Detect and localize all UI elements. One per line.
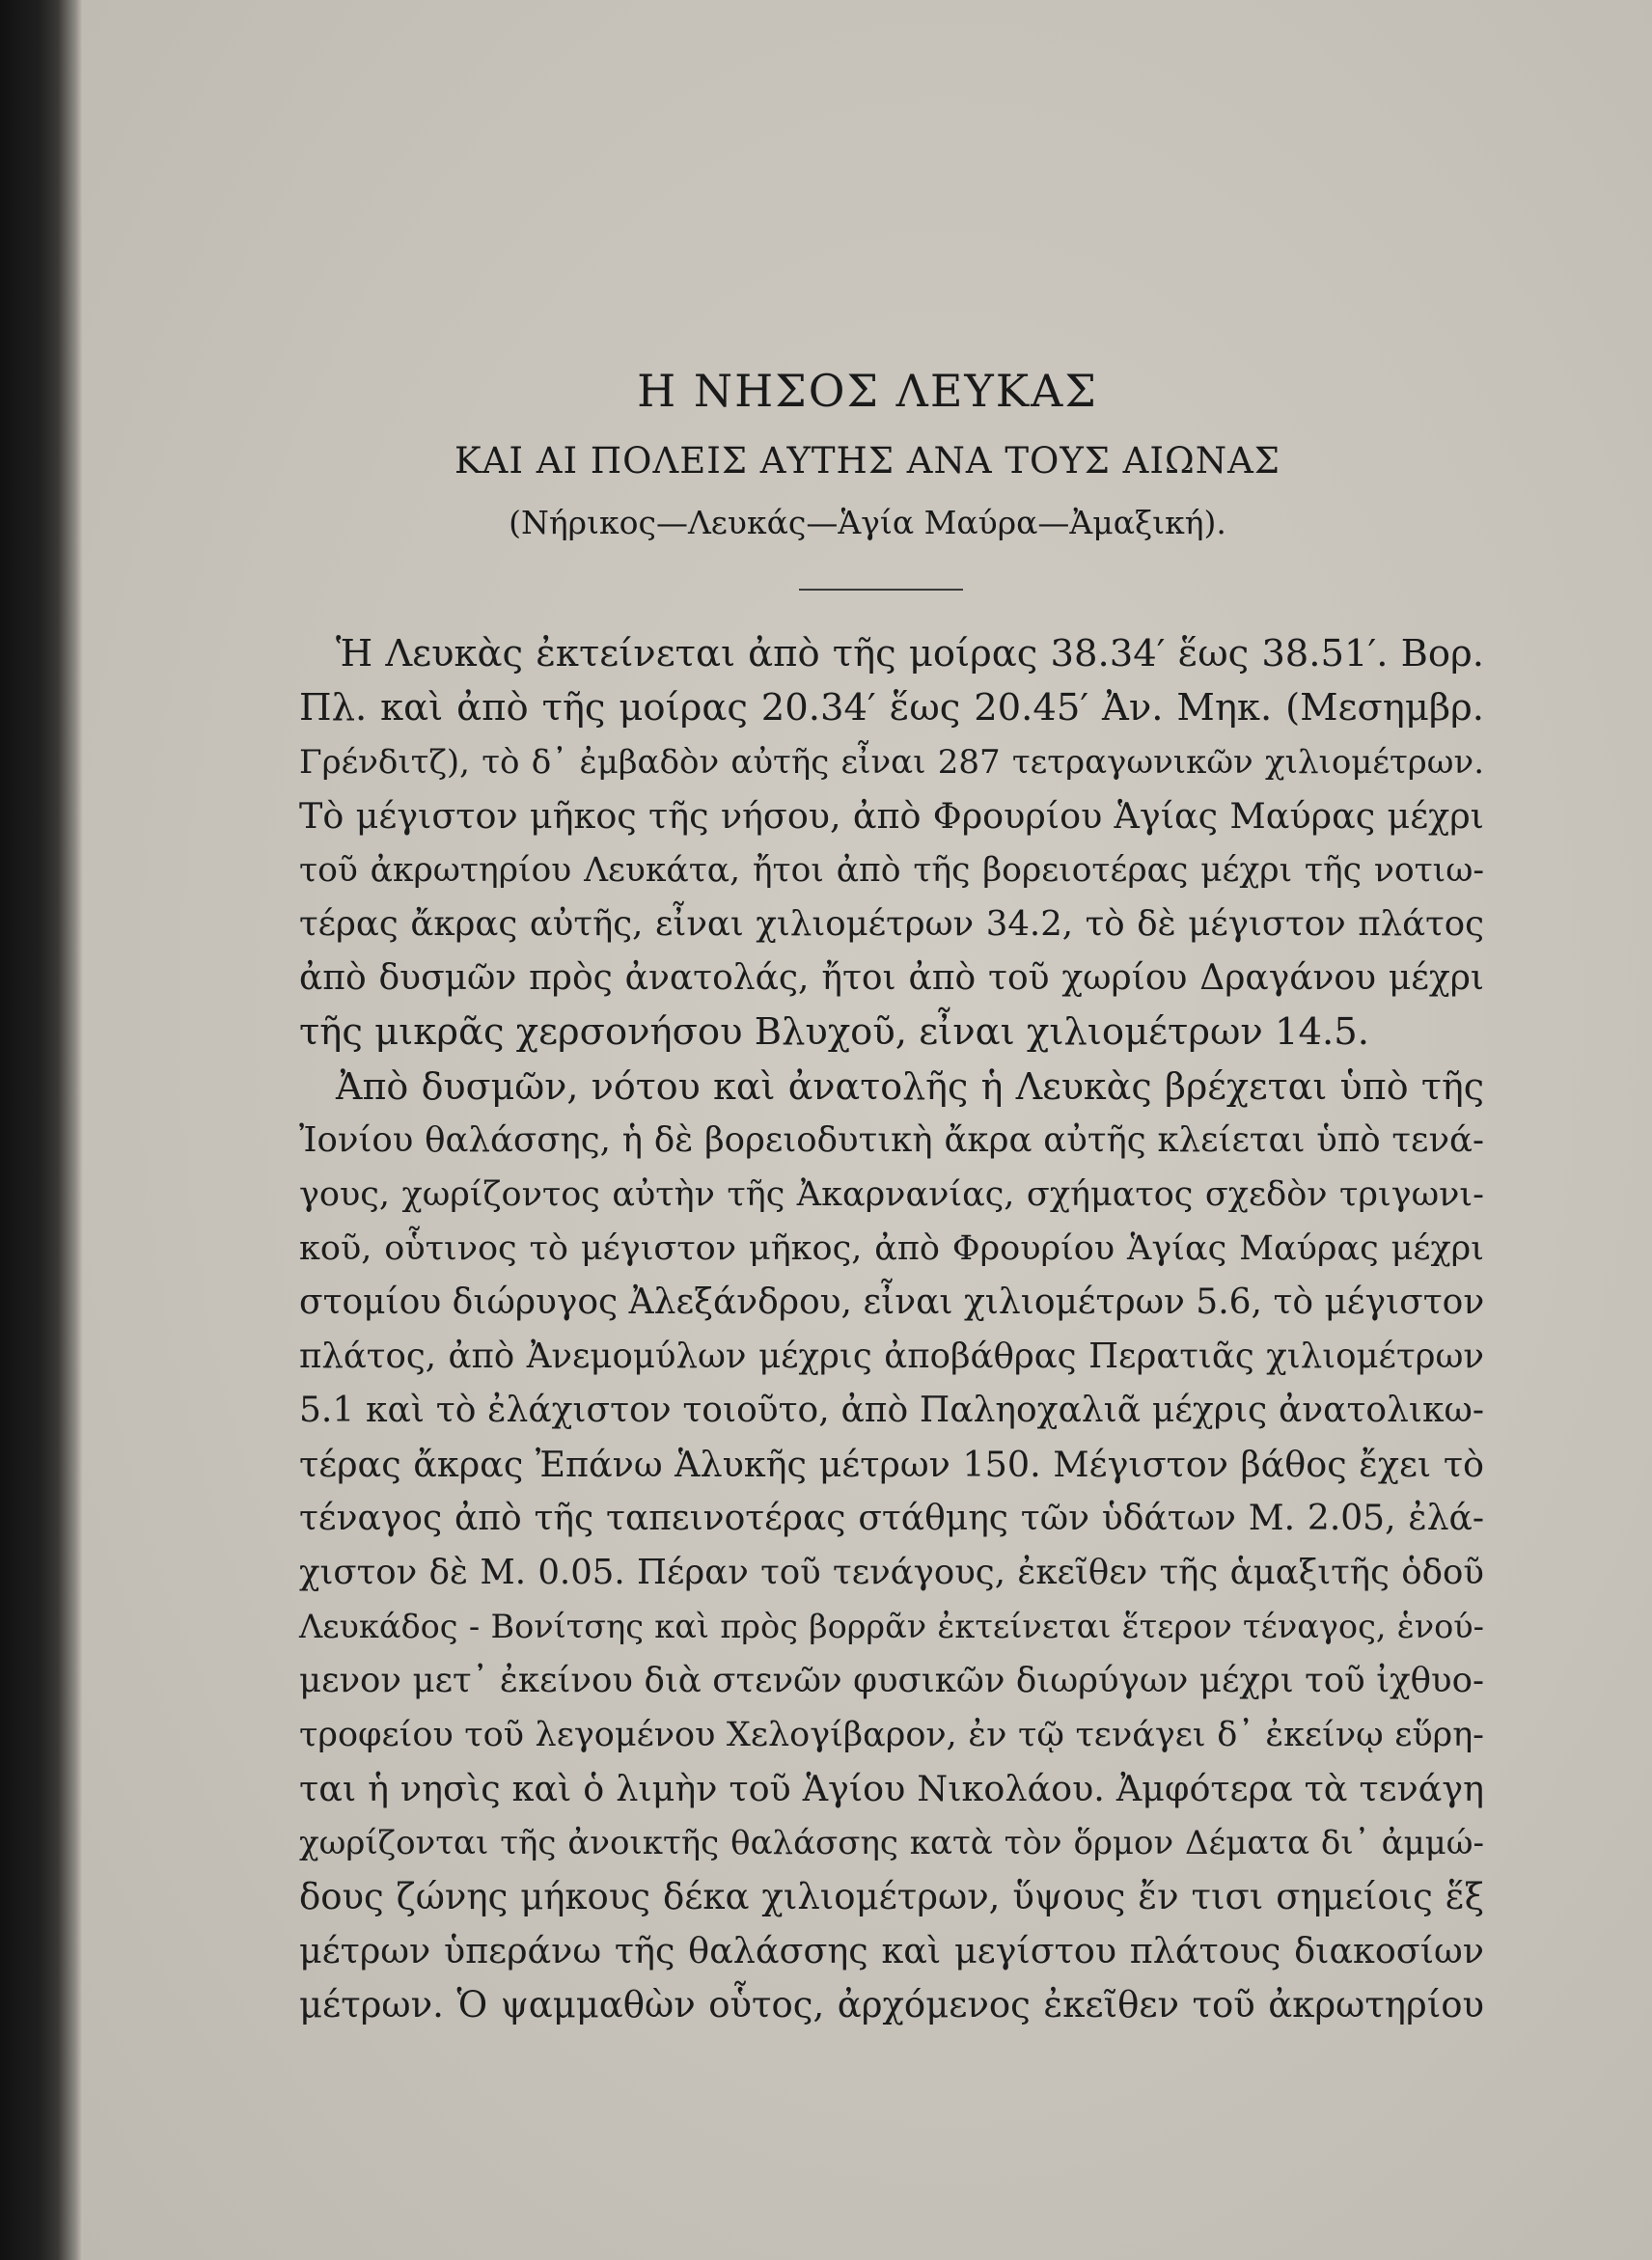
text-line: μέτρων. Ὁ ψαμμαθὼν οὗτος, ἀρχόμενος ἐκεῖθεν τοῦ ἀκρωτηρίου [299,1984,1484,2026]
text-line: κοῦ, οὗτινος τὸ μέγιστον μῆκος, ἀπὸ Φρουρίου Ἁγίας Μαύρας μέχρι [299,1229,1484,1268]
text-line: Ἀπὸ δυσμῶν, νότου καὶ ἀνατολῆς ἡ Λευκὰς βρέχεται ὑπὸ τῆς [336,1065,1484,1108]
text-line: μενον μετ᾽ ἐκείνου διὰ στενῶν φυσικῶν διωρύγων μέχρι τοῦ ἰχθυο- [299,1661,1484,1700]
text-line: χωρίζονται τῆς ἀνοικτῆς θαλάσσης κατὰ τὸν ὅρμον Δέματα δι᾽ ἀμμώ- [299,1824,1484,1862]
text-line: στομίου διώρυγος Ἀλεξάνδρου, εἶναι χιλιομέτρων 5.6, τὸ μέγιστον [299,1282,1485,1322]
text-line: μέτρων ὑπεράνω τῆς θαλάσσης καὶ μεγίστου πλάτους διακοσίων [299,1930,1484,1971]
text-line: τέρας ἄκρας Ἐπάνω Ἁλυκῆς μέτρων 150. Μέγιστον βάθος ἔχει τὸ [299,1444,1484,1485]
text-line: ἀπὸ δυσμῶν πρὸς ἀνατολάς, ἤτοι ἀπὸ τοῦ χωρίου Δραγάνου μέχρι [299,958,1484,998]
historical-names: (Νήρικος—Λευκάς—Ἁγία Μαύρα—Ἀμαξική). [509,504,1226,541]
text-line: πλάτος, ἀπὸ Ἀνεμομύλων μέχρις ἀποβάθρας Περατιᾶς χιλιομέτρων [299,1337,1484,1376]
text-line: τέρας ἄκρας αὐτῆς, εἶναι χιλιομέτρων 34.2, τὸ δὲ μέγιστον πλάτος [299,904,1484,944]
page-title: Η ΝΗΣΟΣ ΛΕΥΚΑΣ [637,365,1098,417]
text-line: δους ζώνης μήκους δέκα χιλιομέτρων, ὕψους ἔν τισι σημείοις ἕξ [299,1876,1484,1917]
text-line: Ἡ Λευκὰς ἐκτείνεται ἀπὸ τῆς μοίρας 38.34′ ἕως 38.51′. Βορ. [336,632,1484,675]
text-line: Ἰονίου θαλάσσης, ἡ δὲ βορειοδυτικὴ ἄκρα αὐτῆς κλείεται ὑπὸ τενά- [299,1120,1484,1160]
text-line: Λευκάδος - Βονίτσης καὶ πρὸς βορρᾶν ἐκτείνεται ἕτερον τέναγος, ἑνού- [299,1608,1484,1645]
text-line: τέναγος ἀπὸ τῆς ταπεινοτέρας στάθμης τῶν ὑδάτων Μ. 2.05, ἐλά- [299,1499,1484,1538]
book-page [83,0,1652,2260]
text-line: Γρένδιτζ), τὸ δ᾽ ἐμβαδὸν αὐτῆς εἶναι 287 τετραγωνικῶν χιλιομέτρων. [299,743,1484,782]
text-line: τοῦ ἀκρωτηρίου Λευκάτα, ἤτοι ἀπὸ τῆς βορειοτέρας μέχρι τῆς νοτιω- [299,851,1484,890]
text-line: γους, χωρίζοντος αὐτὴν τῆς Ἀκαρνανίας, σχήματος σχεδὸν τριγωνι- [299,1175,1484,1214]
text-line: χιστον δὲ Μ. 0.05. Πέραν τοῦ τενάγους, ἐκεῖθεν τῆς ἁμαξιτῆς ὁδοῦ [299,1553,1484,1592]
text-line: Τὸ μέγιστον μῆκος τῆς νήσου, ἀπὸ Φρουρίου Ἁγίας Μαύρας μέχρι [299,795,1484,837]
text-line: ται ἡ νησὶς καὶ ὁ λιμὴν τοῦ Ἁγίου Νικολάου. Ἀμφότερα τὰ τενάγη [299,1768,1484,1809]
page-subtitle: ΚΑΙ ΑΙ ΠΟΛΕΙΣ ΑΥΤΗΣ ΑΝΑ ΤΟΥΣ ΑΙΩΝΑΣ [454,440,1280,482]
text-line: τροφείου τοῦ λεγομένου Χελογίβαρον, ἐν τῷ τενάγει δ᾽ ἐκείνῳ εὕρη- [299,1716,1484,1754]
text-line: Πλ. καὶ ἀπὸ τῆς μοίρας 20.34′ ἕως 20.45′ Ἀν. Μηκ. (Μεσημβρ. [299,686,1484,730]
body-text [299,627,1484,2032]
section-divider [799,589,963,591]
binding-shadow [0,0,83,2260]
text-line: 5.1 καὶ τὸ ἐλάχιστον τοιοῦτο, ἀπὸ Παληοχαλιᾶ μέχρις ἀνατολικω- [299,1391,1484,1430]
text-line: τῆς μικρᾶς χερσονήσου Βλυχοῦ, εἶναι χιλιομέτρων 14.5. [299,1010,1369,1054]
